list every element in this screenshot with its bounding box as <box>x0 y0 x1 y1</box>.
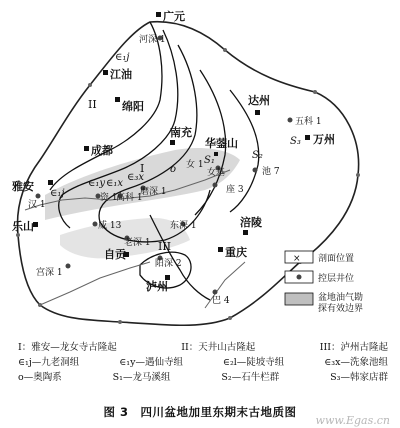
city-yaan: 雅安 <box>12 180 34 193</box>
well-wuke1: 五科 1 <box>295 117 322 127</box>
city-leshan: 乐山 <box>12 220 34 233</box>
map-legend <box>285 251 363 314</box>
well-heshen1: 河深 1 <box>139 35 166 45</box>
strata-s1: S₁ <box>204 155 215 166</box>
well-dongshen1: 东深 1 <box>170 221 197 231</box>
well-nv1: 女 1 <box>186 160 204 170</box>
uplift-ii: II <box>88 98 97 111</box>
legend-drill: 控层井位 <box>318 274 355 284</box>
city-chengdu: 成都 <box>91 144 113 157</box>
legend-strata-5: o—奥陶系 <box>18 372 62 383</box>
legend-boundary: 盆地油气勘探有效边界 <box>318 293 364 314</box>
well-nv-ji: 女基 <box>207 168 226 178</box>
watermark: www.Egas.cn <box>315 414 390 427</box>
well-gaoke1: 高科 1 <box>116 193 143 203</box>
figure-caption: 图 3 四川盆地加里东期末古地质图 <box>103 405 297 419</box>
well-gongshen1: 宫深 1 <box>36 268 63 278</box>
city-chongqing: 重庆 <box>225 246 247 259</box>
strata-e3x: ∈₃x <box>127 172 145 183</box>
legend-strata-2: ∈₁y—遇仙寺组 <box>119 357 183 368</box>
city-dazhou: 达州 <box>248 94 270 107</box>
strata-e1y: ∈₁y <box>88 178 106 189</box>
legend-uplift-1: I：雅安—龙女寺古隆起 <box>18 342 117 353</box>
uplift-i: I <box>140 162 145 175</box>
legend-strata-7: S₂—石牛栏群 <box>221 372 280 383</box>
well-moshen1: 磨深 1 <box>140 187 167 197</box>
strata-e1j: ∈₁j <box>50 188 65 199</box>
legend-uplift-3: III：泸州古隆起 <box>319 342 388 353</box>
well-zi1: 资 1 <box>100 193 118 203</box>
legend-profile: 剖面位置 <box>318 254 355 264</box>
svg-text:×: × <box>293 254 301 264</box>
strata-s2: S₂ <box>252 150 263 161</box>
city-jiangyou: 江油 <box>110 68 132 81</box>
strata-e1j-top: ∈₁j <box>115 52 130 63</box>
well-zuo3: 座 3 <box>226 185 244 195</box>
city-wanzhou: 万州 <box>313 133 335 146</box>
well-chi7: 池 7 <box>262 167 280 177</box>
legend-strata-4: ∈₃x—洗象池组 <box>324 357 388 368</box>
city-nanchong: 南充 <box>170 126 192 139</box>
legend-strata-1: ∈₁j—九老洞组 <box>18 357 80 368</box>
city-zigong: 自贡 <box>104 248 126 261</box>
city-huayingshan: 华蓥山 <box>205 137 238 150</box>
well-laoshen1: 老深 1 <box>124 238 151 248</box>
legend-strata-8: S₃—韩家店群 <box>330 372 388 383</box>
city-guangyuan: 广元 <box>163 10 185 23</box>
legend-strata-3: ∈₂l—陡坡寺组 <box>222 357 285 368</box>
well-cheng13: 威 13 <box>98 221 122 231</box>
well-ba4: 巴 4 <box>212 296 230 306</box>
legend-uplift-2: II：天井山古隆起 <box>181 342 256 353</box>
well-yangshen2: 阳深 2 <box>155 259 182 269</box>
uplift-iii: III <box>158 240 172 253</box>
well-hanshen1: 汉 1 <box>28 200 46 210</box>
city-luzhou: 泸州 <box>146 280 168 293</box>
legend-text <box>18 340 388 385</box>
city-fuling: 涪陵 <box>240 216 262 229</box>
strata-o: o <box>170 164 177 175</box>
legend-strata-6: S₁—龙马溪组 <box>112 372 171 383</box>
strata-s3: S₃ <box>290 136 301 147</box>
strata-e2l: ∈₁x <box>106 178 124 189</box>
city-mianyang: 绵阳 <box>122 100 144 113</box>
